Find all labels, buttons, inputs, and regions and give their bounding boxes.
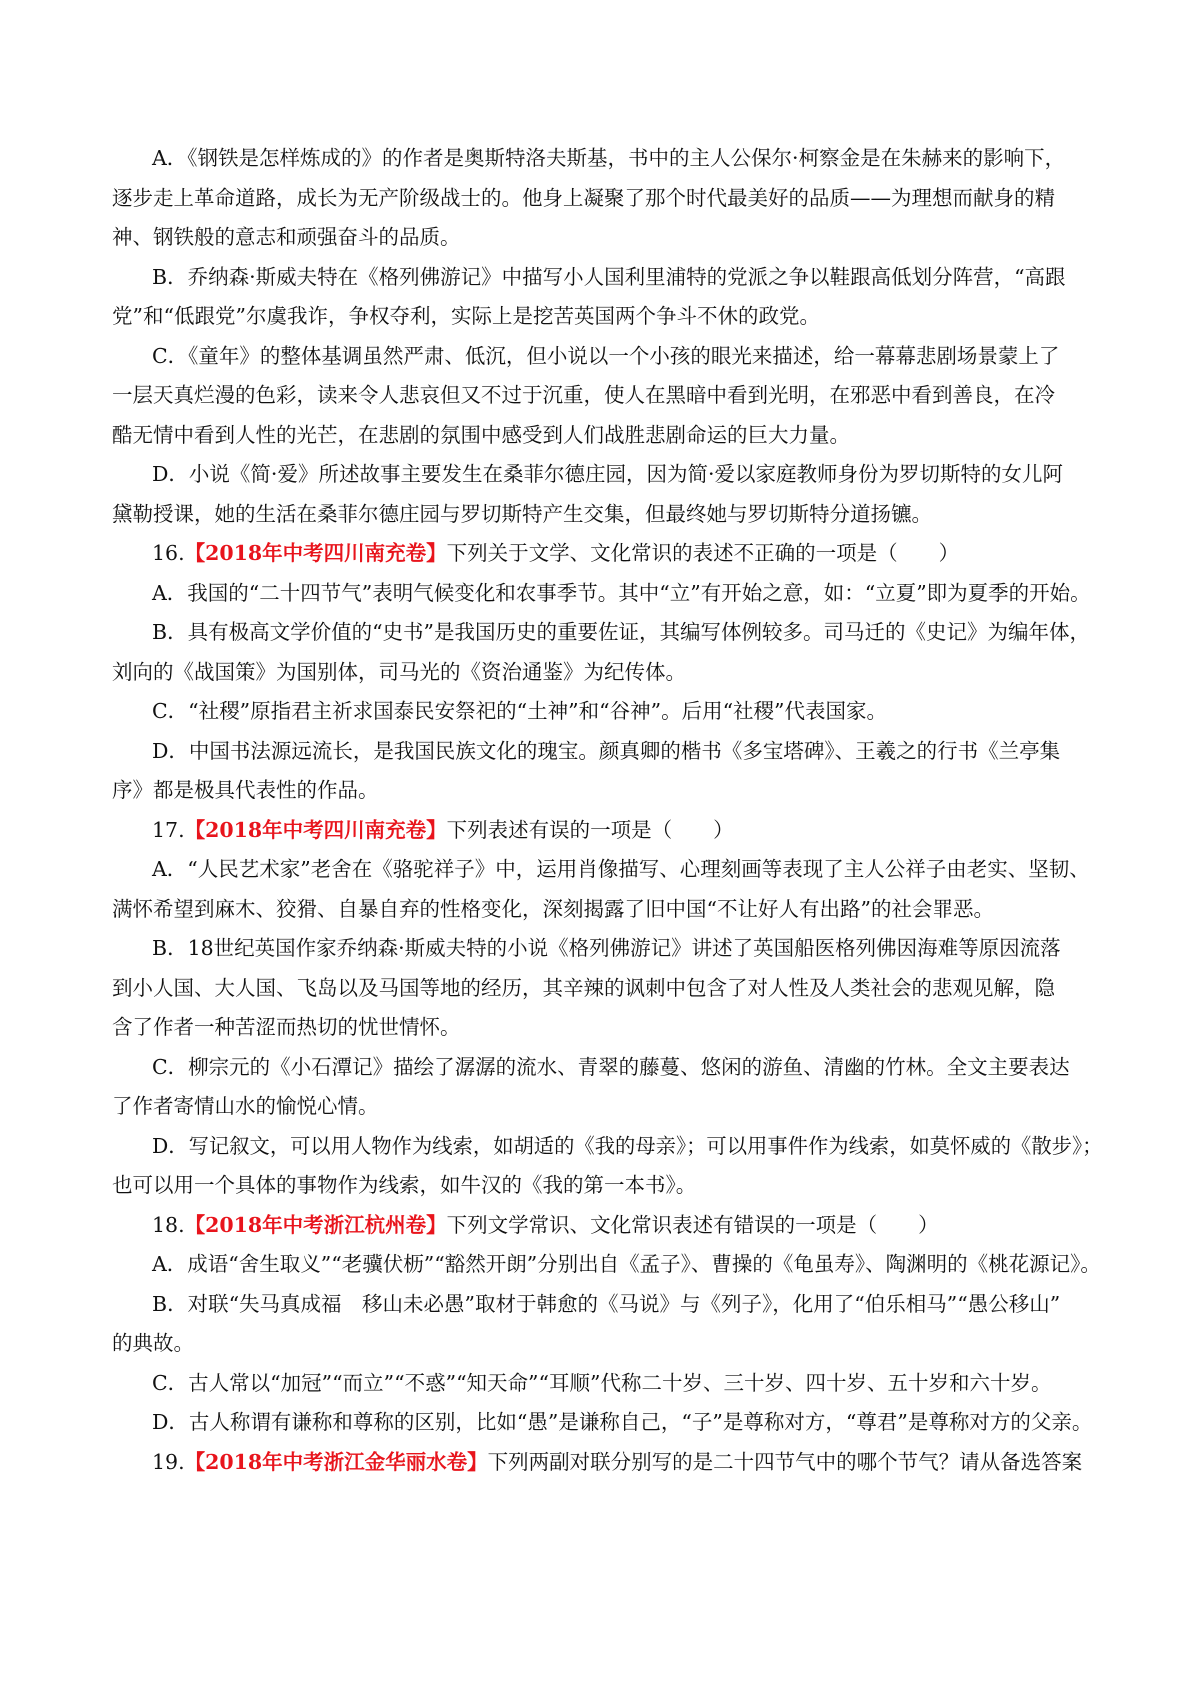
option-c-line-2: 一层天真烂漫的色彩，读来令人悲哀但又不过于沉重，使人在黑暗中看到光明，在邪恶中看到善良，在冷: [112, 383, 1055, 407]
q16-option-b-line-2: 刘向的《战国策》为国别体，司马光的《资治通鉴》为纪传体。: [112, 660, 686, 684]
option-b-line-1: B．乔纳森·斯威夫特在《格列佛游记》中描写小人国利里浦特的党派之争以鞋跟高低划分阵营，“高跟: [152, 265, 1066, 289]
q17-option-b-line-2: 到小人国、大人国、飞岛以及马国等地的经历，其辛辣的讽刺中包含了对人性及人类社会的悲观见解，隐: [112, 976, 1055, 1000]
question-source: 【2018年中考四川南充卷】: [184, 541, 447, 565]
question-19: [152, 1448, 1102, 1476]
option-a-line-2: 逐步走上革命道路，成长为无产阶级战士的。他身上凝聚了那个时代最美好的品质——为理想而献身的精: [112, 186, 1055, 210]
q16-option-b-line-1: B．具有极高文学价值的“史书”是我国历史的重要佐证，其编写体例较多。司马迁的《史记》为编年体，: [152, 620, 1091, 644]
question-stem: 下列关于文学、文化常识的表述不正确的一项是（ ）: [446, 541, 960, 565]
question-source: 【2018年中考浙江杭州卷】: [184, 1213, 447, 1237]
question-17: [152, 816, 1102, 844]
option-d-line-2: 黛勒授课，她的生活在桑菲尔德庄园与罗切斯特产生交集，但最终她与罗切斯特分道扬镳。: [112, 502, 932, 526]
q17-option-c-line-1: C．柳宗元的《小石潭记》描绘了潺潺的流水、青翠的藤蔓、悠闲的游鱼、清幽的竹林。全文主要表达: [152, 1055, 1070, 1079]
q18-option-c: C．古人常以“加冠”“而立”“不惑”“知天命”“耳顺”代称二十岁、三十岁、四十岁、五十岁和六十岁。: [152, 1371, 1052, 1395]
q17-option-c-line-2: 了作者寄情山水的愉悦心情。: [112, 1094, 379, 1118]
option-c-line-1: C．《童年》的整体基调虽然严肃、低沉，但小说以一个小孩的眼光来描述，给一幕幕悲剧场景蒙上了: [152, 344, 1060, 368]
option-a-line-3: 神、钢铁般的意志和顽强奋斗的品质。: [112, 225, 461, 249]
q16-option-d-line-1: D．中国书法源远流长，是我国民族文化的瑰宝。颜真卿的楷书《多宝塔碑》、王羲之的行书《兰亭集: [152, 739, 1061, 763]
question-18: [152, 1211, 1102, 1239]
question-stem: 下列表述有误的一项是（ ）: [446, 818, 734, 842]
q17-option-d-line-1: D．写记叙文，可以用人物作为线索，如胡适的《我的母亲》；可以用事件作为线索，如莫怀威的《散步》；: [152, 1134, 1103, 1158]
q18-option-b-line-1: B．对联“失马真成福 移山未必愚”取材于韩愈的《马说》与《列子》，化用了“伯乐相马”“愚公移山”: [152, 1292, 1061, 1316]
question-stem: 下列文学常识、文化常识表述有错误的一项是（ ）: [446, 1213, 939, 1237]
q16-option-c: C．“社稷”原指君主祈求国泰民安祭祀的“土神”和“谷神”。后用“社稷”代表国家。: [152, 699, 888, 723]
question-number: 19.: [152, 1450, 185, 1474]
question-number: 17.: [152, 818, 185, 842]
q16-option-a: A．我国的“二十四节气”表明气候变化和农事季节。其中“立”有开始之意，如：“立夏”即为夏季的开始。: [152, 581, 1091, 605]
question-number: 18.: [152, 1213, 185, 1237]
q17-option-b-line-3: 含了作者一种苦涩而热切的忧世情怀。: [112, 1015, 461, 1039]
q17-option-b-line-1: B．18世纪英国作家乔纳森·斯威夫特的小说《格列佛游记》讲述了英国船医格列佛因海难等原因流落: [152, 936, 1061, 960]
q18-option-d: D．古人称谓有谦称和尊称的区别，比如“愚”是谦称自己，“子”是尊称对方，“尊君”是尊称对方的父亲。: [152, 1410, 1093, 1434]
question-source: 【2018年中考四川南充卷】: [184, 818, 447, 842]
question-16: [152, 539, 1102, 567]
option-a-line-1: A．《钢铁是怎样炼成的》的作者是奥斯特洛夫斯基，书中的主人公保尔·柯察金是在朱赫来的影响下，: [152, 146, 1066, 170]
q17-option-d-line-2: 也可以用一个具体的事物作为线索，如牛汉的《我的第一本书》。: [112, 1173, 697, 1197]
q16-option-d-line-2: 序》都是极具代表性的作品。: [112, 778, 379, 802]
option-c-line-3: 酷无情中看到人性的光芒，在悲剧的氛围中感受到人们战胜悲剧命运的巨大力量。: [112, 423, 850, 447]
q18-option-a: A．成语“舍生取义”“老骥伏枥”“豁然开朗”分别出自《孟子》、曹操的《龟虽寿》、陶渊明的《桃花源记》。: [152, 1252, 1101, 1276]
q18-option-b-line-2: 的典故。: [112, 1331, 194, 1355]
question-source: 【2018年中考浙江金华丽水卷】: [184, 1450, 488, 1474]
question-number: 16.: [152, 541, 185, 565]
q17-option-a-line-1: A．“人民艺术家”老舍在《骆驼祥子》中，运用肖像描写、心理刻画等表现了主人公祥子由老实、坚韧、: [152, 857, 1090, 881]
option-b-line-2: 党”和“低跟党”尔虞我诈，争权夺利，实际上是挖苦英国两个争斗不休的政党。: [112, 304, 820, 328]
q17-option-a-line-2: 满怀希望到麻木、狡猾、自暴自弃的性格变化，深刻揭露了旧中国“不让好人有出路”的社会罪恶。: [112, 897, 994, 921]
question-stem: 下列两副对联分别写的是二十四节气中的哪个节气？请从备选答案: [487, 1450, 1083, 1474]
option-d-line-1: D．小说《简·爱》所述故事主要发生在桑菲尔德庄园，因为简·爱以家庭教师身份为罗切斯特的女儿阿: [152, 462, 1063, 486]
